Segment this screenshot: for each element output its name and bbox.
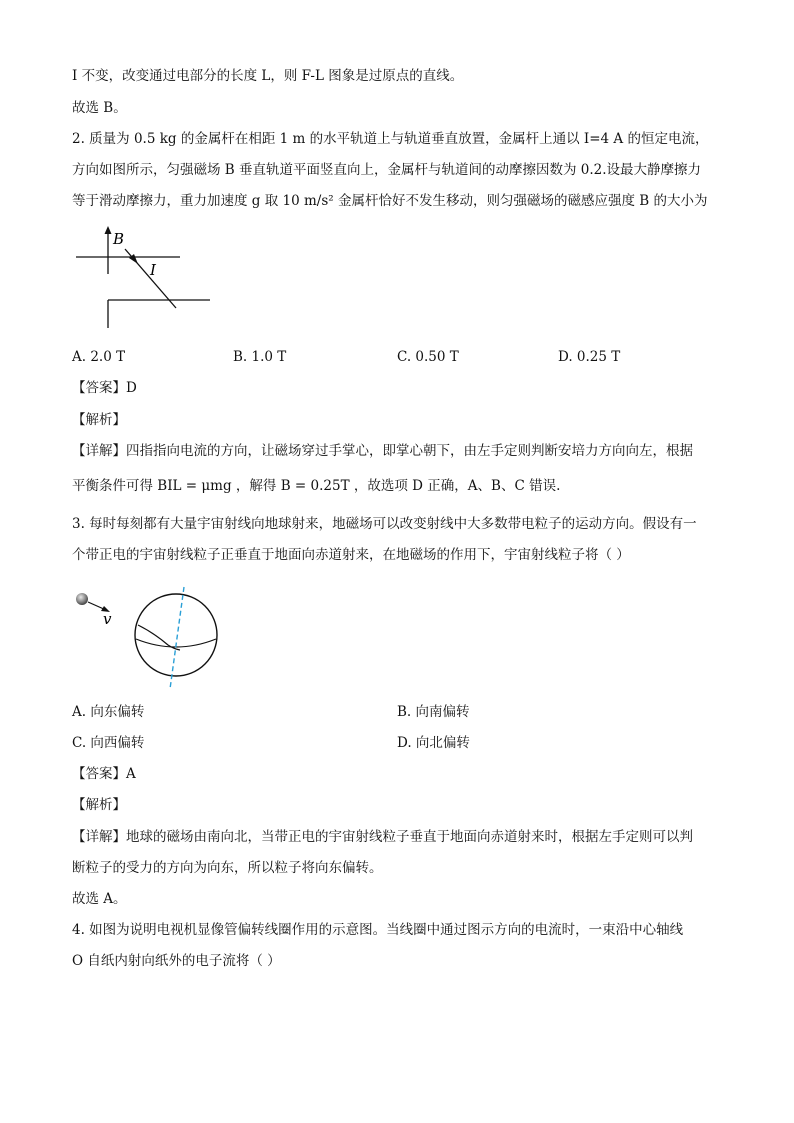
q2-option-b: B. 1.0 T	[233, 349, 287, 365]
particle-path	[138, 625, 180, 650]
intro-line-2: 故选 B。	[72, 100, 127, 116]
label-v: v	[103, 610, 112, 628]
q3-option-d: D. 向北偏转	[397, 735, 470, 751]
label-b: B	[113, 230, 125, 248]
q2-rail-figure	[70, 224, 230, 334]
q4-stem-line-1: 4. 如图为说明电视机显像管偏转线圈作用的示意图。当线圈中通过图示方向的电流时，一束沿中心轴线	[72, 922, 684, 938]
q3-stem-line-1: 3. 每时每刻都有大量宇宙射线向地球射来，地磁场可以改变射线中大多数带电粒子的运动方向。假设有一	[72, 516, 697, 532]
label-i: I	[150, 261, 156, 279]
intro-line-1: I 不变，改变通过电部分的长度 L，则 F-L 图象是过原点的直线。	[72, 68, 464, 84]
q2-stem-line-2: 方向如图所示，匀强磁场 B 垂直轨道平面竖直向上，金属杆与轨道间的动摩擦因数为 0.2.设最大静摩擦力	[72, 162, 702, 178]
q3-option-a: A. 向东偏转	[72, 704, 145, 720]
earth-axis	[170, 587, 184, 689]
q2-option-d: D. 0.25 T	[558, 349, 621, 365]
q2-detail-line-2: 平衡条件可得 BIL = μmg ，解得 B = 0.25T ，故选项 D 正确，A、B、C 错误.	[72, 478, 561, 494]
q3-detail-line-1: 【详解】地球的磁场由南向北，当带正电的宇宙射线粒子垂直于地面向赤道射来时，根据左手定则可以判	[72, 829, 693, 845]
q2-analysis-title: 【解析】	[72, 412, 126, 428]
q2-stem-line-1: 2. 质量为 0.5 kg 的金属杆在相距 1 m 的水平轨道上与轨道垂直放置，金属杆上通以 I=4 A 的恒定电流，	[72, 131, 709, 147]
q3-earth-figure	[70, 583, 240, 693]
q4-stem-line-2: O 自纸内射向纸外的电子流将（ ）	[72, 953, 281, 969]
q2-option-c: C. 0.50 T	[397, 349, 459, 365]
q3-option-b: B. 向南偏转	[397, 704, 470, 720]
q2-answer: 【答案】D	[72, 380, 137, 396]
q3-answer: 【答案】A	[72, 766, 136, 782]
q2-detail-line-1: 【详解】四指指向电流的方向，让磁场穿过手掌心，即掌心朝下，由左手定则判断安培力方向向左，根据	[72, 443, 693, 459]
q2-option-a: A. 2.0 T	[72, 349, 126, 365]
q3-detail-line-2: 断粒子的受力的方向为向东，所以粒子将向东偏转。	[72, 860, 383, 876]
q3-analysis-title: 【解析】	[72, 797, 126, 813]
q3-stem-line-2: 个带正电的宇宙射线粒子正垂直于地面向赤道射来，在地磁场的作用下，宇宙射线粒子将（ ）	[72, 547, 630, 563]
b-field-arrowhead	[105, 226, 112, 234]
q2-stem-line-3: 等于滑动摩擦力，重力加速度 g 取 10 m/s² 金属杆恰好不发生移动，则匀强磁场的磁感应强度 B 的大小为	[72, 193, 708, 209]
particle	[76, 593, 88, 605]
earth-outline	[135, 594, 217, 676]
q3-conclusion: 故选 A。	[72, 891, 127, 907]
q3-option-c: C. 向西偏转	[72, 735, 145, 751]
